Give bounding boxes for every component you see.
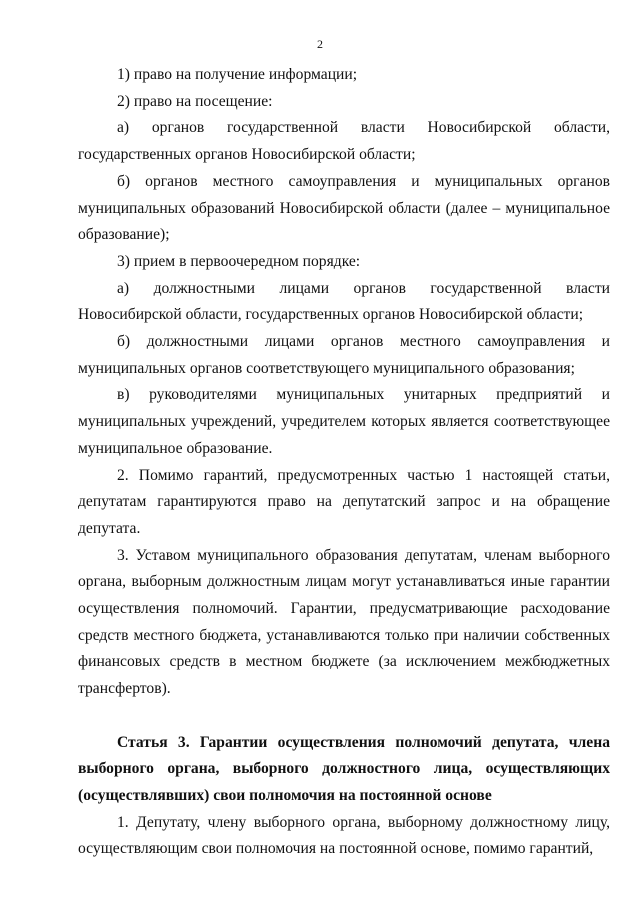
paragraph-reception-local-officials: б) должностными лицами органов местного самоуправления и муниципальных органов соответствующего муниципального образования; <box>78 333 610 377</box>
paragraph-priority-reception: 3) прием в первоочередном порядке: <box>117 252 361 270</box>
section-spacer <box>78 703 610 730</box>
paragraph-right-to-visit: 2) право на посещение: <box>117 92 273 110</box>
page-number: 2 <box>317 37 323 51</box>
paragraph-reception-state-officials: а) должностными лицами органов государственной власти Новосибирской области, государственных органов Новосибирской области; <box>78 279 610 324</box>
paragraph-clause-2: 2. Помимо гарантий, предусмотренных частью 1 настоящей статьи, депутатам гарантируются право на депутатский запрос и на обращение депутата. <box>78 466 610 537</box>
paragraph-reception-municipal-heads: в) руководителями муниципальных унитарных предприятий и муниципальных учреждений, учредителем которых является соответствующее муниципальное образование. <box>78 386 610 457</box>
document-body <box>78 62 610 863</box>
paragraph-clause-3: 3. Уставом муниципального образования депутатам, членам выборного органа, выборным должностным лицам могут устанавливаться иные гарантии осуществления полномочий. Гарантии, предусматривающие расходование средств местного бюджета, устанавливаются только при наличии собственных финансовых средств в местном бюджете (за исключением межбюджетных трансфертов). <box>78 546 610 698</box>
paragraph-visit-local-bodies: б) органов местного самоуправления и муниципальных органов муниципальных образований Новосибирской области (далее – муниципальное образование); <box>78 172 610 244</box>
paragraph-visit-state-bodies: а) органов государственной власти Новосибирской области, государственных органов Новосибирской области; <box>78 119 610 164</box>
article-3-heading: Статья 3. Гарантии осуществления полномочий депутата, члена выборного органа, выборного должностного лица, осуществляющих (осуществлявших) свои полномочия на постоянной основе <box>78 733 610 804</box>
paragraph-right-to-information: 1) право на получение информации; <box>117 66 358 83</box>
article-3-paragraph-1: 1. Депутату, члену выборного органа, выборному должностному лицу, осуществляющим свои полномочия на постоянной основе, помимо гарантий, <box>78 813 610 858</box>
